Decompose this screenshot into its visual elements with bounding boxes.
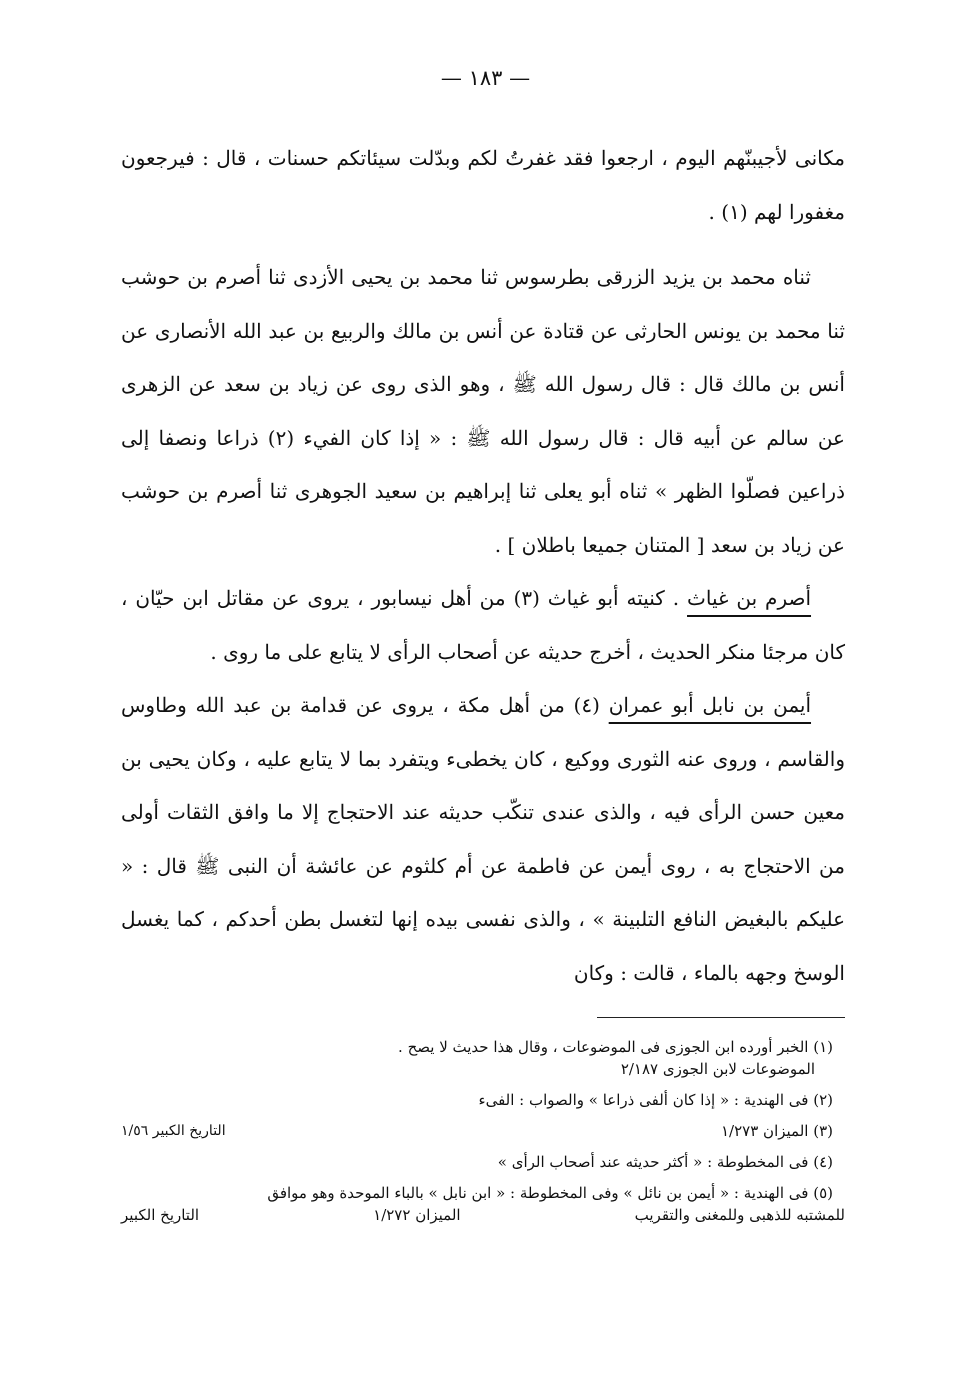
paragraph-text: مكانى لأجيبنّهم اليوم ، ارجعوا فقد غفرتُ لكم وبدّلت سيئاتكم حسنات ، قال : فيرجعون مغفورا لهم (١) . <box>121 146 845 224</box>
footnote-reference: التاريخ الكبير <box>121 1206 200 1224</box>
footnote <box>121 1151 845 1173</box>
paragraph-text: ثناه محمد بن يزيد الزرقى بطرسوس ثنا محمد بن يحيى الأزدى ثنا أصرم بن حوشب ثنا محمد بن يونس الحارثى عن قتادة عن أنس بن مالك والربيع بن عبد الله الأنصارى عن أنس بن مالك قال : قال رسول الله ﷺ ، وهو الذى روى عن زياد بن سعد عن الزهرى عن سالم عن أبيه قال : قال رسول الله ﷺ : « إذا كان الفيء (٢) ذراعا ونصفا إلى ذراعين فصلّوا الظهر » ثناه أبو يعلى ثنا إبراهيم بن سعيد الجوهرى ثنا أصرم بن حوشب عن زياد بن سعد [ المتنان جميعا باطلان ] . <box>121 265 845 557</box>
footnote-reference: التاريخ الكبير ١/٥٦ <box>121 1123 226 1139</box>
footnote <box>121 1036 845 1080</box>
paragraph-text: . كنيته أبو غياث (٣) من أهل نيسابور ، يروى عن مقاتل ابن حيّان ، كان مرجئا منكر الحديث ، أخرج حديثه عن أصحاب الرأى لا يتابع على ما روى . <box>121 586 845 664</box>
main-text <box>121 132 845 1000</box>
biography-entry <box>121 572 845 679</box>
footnote-text: (٥) فى الهندية : « أيمن بن نائل » وفى المخطوطة : « ابن نابل » بالباء الموحدة وهو موافق <box>267 1184 833 1202</box>
biography-entry <box>121 679 845 1000</box>
page-number: — ١٨٣ — <box>440 66 531 90</box>
footnote-text: (٢) فى الهندية : « إذا كان ألفى ذراعا » والصواب : الفىء <box>478 1091 833 1109</box>
footnote-separator <box>597 1017 845 1018</box>
footnote <box>121 1182 845 1226</box>
footnote-text: (١) الخبر أورده ابن الجوزى فى الموضوعات ، وقال هذا حديث لا يصح . <box>398 1038 833 1056</box>
footnote-text: (٤) فى المخطوطة : « أكثر حديثه عند أصحاب الرأى » <box>497 1153 833 1171</box>
entry-name: أيمن بن نابل أبو عمران <box>608 693 812 717</box>
footnote-continuation: للمشتبه للذهبى وللمغنى والتقريب <box>634 1206 845 1224</box>
footnote-continuation-reference: الميزان ١/٢٧٢ <box>373 1206 461 1224</box>
paragraph <box>121 251 845 572</box>
footnote-continuation: الموضوعات لابن الجوزى ٢/١٨٧ <box>620 1060 815 1078</box>
paragraph-text: (٤) من أهل مكة ، يروى عن قدامة بن عبد الله وطاوس والقاسم ، وروى عنه الثورى ووكيع ، كان يخطىء ويتفرد بما لا يتابع عليه ، وكان يحيى بن معين حسن الرأى فيه ، والذى عندى تنكّب حديثه عند الاحتجاج إلا ما وافق الثقات أولى من الاحتجاج به ، روى أيمن عن فاطمة عن أم كلثوم عن عائشة أن النبى ﷺ قال : « عليكم بالبغيض النافع التلبينة » ، والذى نفسى بيده إنها لتغسل بطن أحدكم ، كما يغسل الوسخ وجهه بالماء ، قالت : وكان <box>121 693 845 985</box>
footnote <box>121 1120 845 1142</box>
footnote <box>121 1089 845 1111</box>
footnotes <box>121 1036 845 1235</box>
entry-name: أصرم بن غياث <box>687 586 812 610</box>
paragraph <box>121 132 845 239</box>
footnote-text: (٣) الميزان ١/٢٧٣ <box>721 1122 833 1140</box>
footnote-continuation-line <box>121 1204 845 1226</box>
